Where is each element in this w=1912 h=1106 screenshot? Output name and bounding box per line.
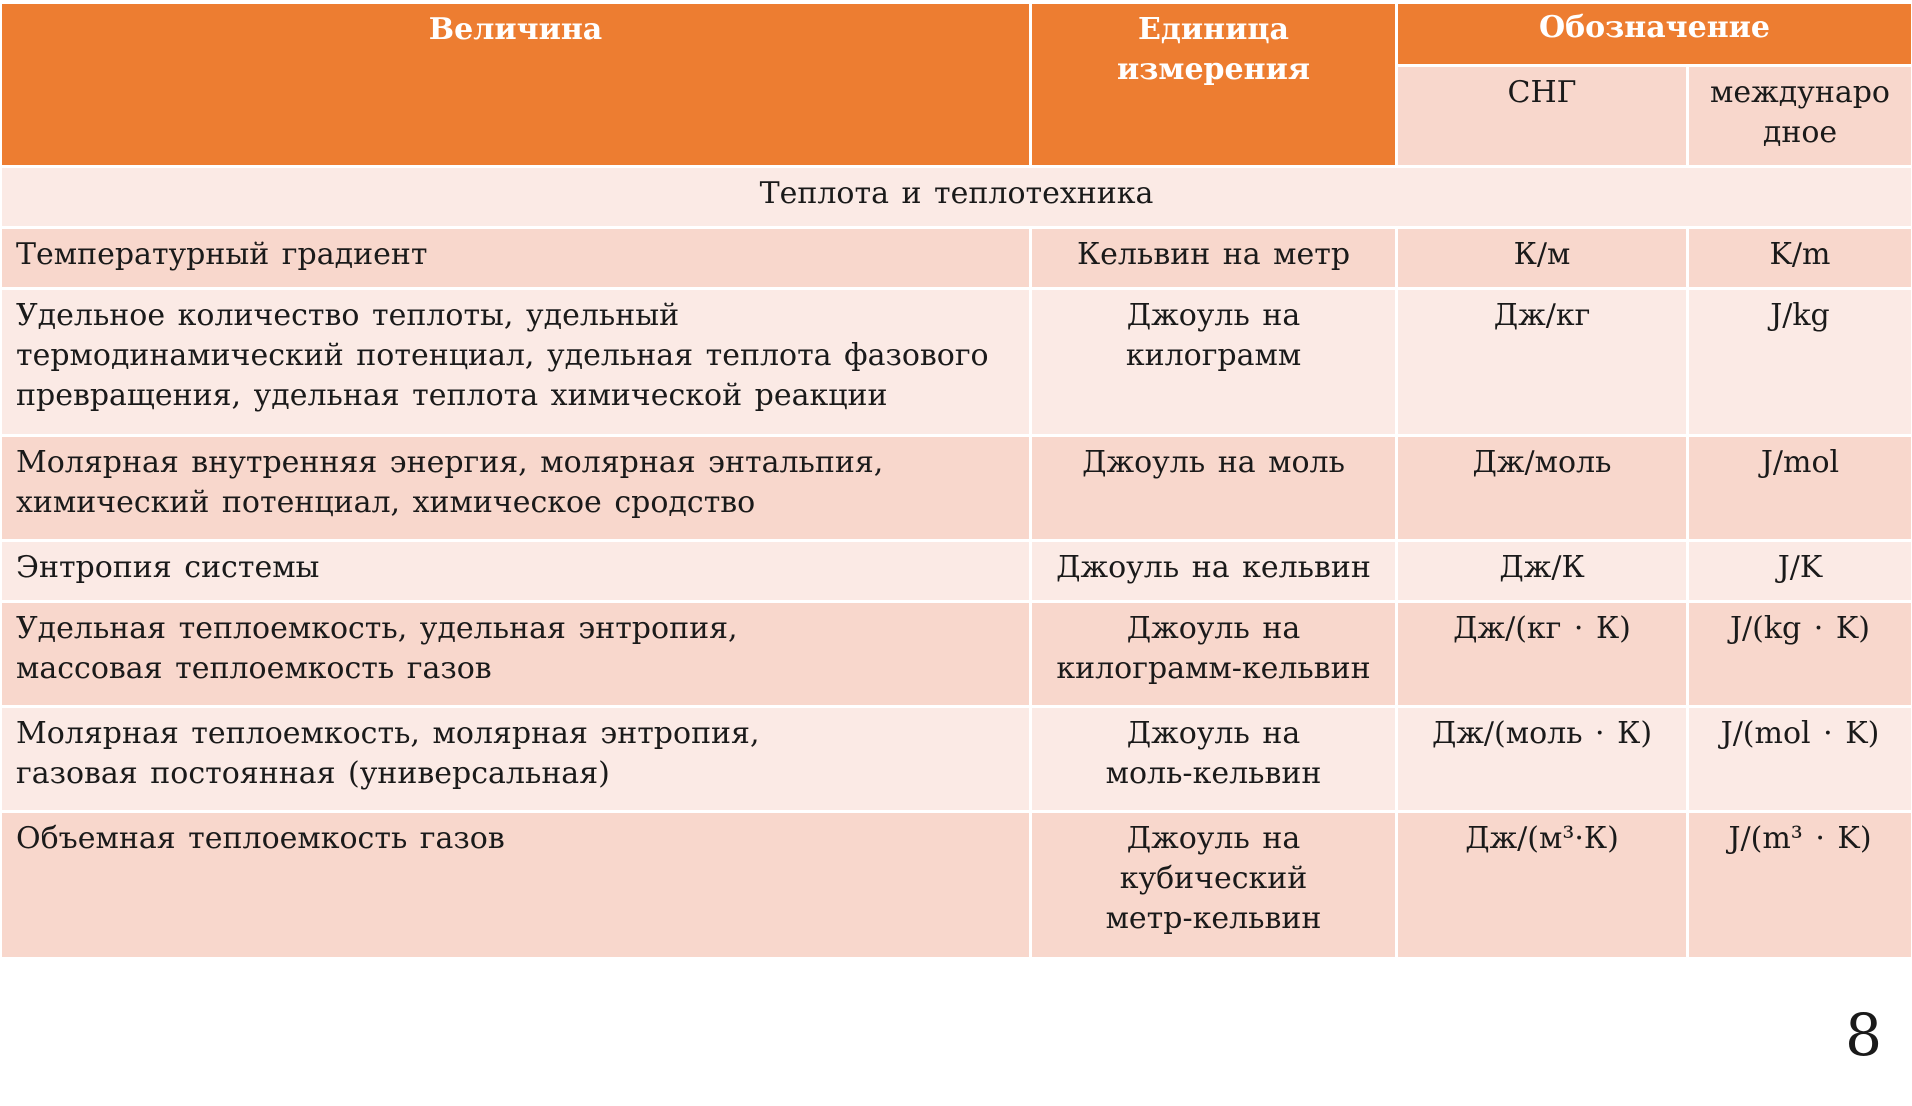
units-table <box>2 4 1911 960</box>
unit-cell: Джоуль на моль <box>1032 437 1398 542</box>
quantity-cell: Молярная теплоемкость, молярная энтропия, газовая постоянная (универсальная) <box>2 708 1032 813</box>
unit-cell: Джоуль на килограмм-кельвин <box>1032 603 1398 708</box>
table-row <box>2 542 1911 603</box>
cis-symbol-cell: Дж/(кг · К) <box>1398 603 1689 708</box>
table-row <box>2 229 1911 290</box>
intl-symbol-cell: J/(mol · K) <box>1689 708 1911 813</box>
intl-symbol-cell: J/kg <box>1689 290 1911 437</box>
unit-cell: Джоуль на кельвин <box>1032 542 1398 603</box>
intl-symbol-cell: J/K <box>1689 542 1911 603</box>
section-row <box>2 168 1911 229</box>
quantity-cell: Энтропия системы <box>2 542 1032 603</box>
header-cis: СНГ <box>1398 67 1689 168</box>
cis-symbol-cell: Дж/моль <box>1398 437 1689 542</box>
table-row <box>2 603 1911 708</box>
table-row <box>2 290 1911 437</box>
header-quantity: Величина <box>2 4 1032 168</box>
cis-symbol-cell: К/м <box>1398 229 1689 290</box>
quantity-cell: Объемная теплоемкость газов <box>2 813 1032 960</box>
unit-cell: Кельвин на метр <box>1032 229 1398 290</box>
unit-cell: Джоуль на килограмм <box>1032 290 1398 437</box>
table-header-row <box>2 4 1911 67</box>
quantity-cell: Температурный градиент <box>2 229 1032 290</box>
header-international: междунаро дное <box>1689 67 1911 168</box>
section-title: Теплота и теплотехника <box>2 168 1911 229</box>
intl-symbol-cell: J/(kg · K) <box>1689 603 1911 708</box>
unit-cell: Джоуль на кубический метр-кельвин <box>1032 813 1398 960</box>
unit-cell: Джоуль на моль-кельвин <box>1032 708 1398 813</box>
table-row <box>2 813 1911 960</box>
quantity-cell: Удельное количество теплоты, удельный термодинамический потенциал, удельная теплота фазового превращения, удельная теплота химической реакции <box>2 290 1032 437</box>
page-number: 8 <box>1845 1001 1882 1069</box>
cis-symbol-cell: Дж/(моль · К) <box>1398 708 1689 813</box>
header-unit-of-measure: Единица измерения <box>1032 4 1398 168</box>
cis-symbol-cell: Дж/К <box>1398 542 1689 603</box>
quantity-cell: Молярная внутренняя энергия, молярная энтальпия, химический потенциал, химическое сродство <box>2 437 1032 542</box>
cis-symbol-cell: Дж/(м³·К) <box>1398 813 1689 960</box>
intl-symbol-cell: J/(m³ · K) <box>1689 813 1911 960</box>
table-row <box>2 708 1911 813</box>
header-designation: Обозначение <box>1398 4 1911 67</box>
intl-symbol-cell: J/mol <box>1689 437 1911 542</box>
quantity-cell: Удельная теплоемкость, удельная энтропия, массовая теплоемкость газов <box>2 603 1032 708</box>
cis-symbol-cell: Дж/кг <box>1398 290 1689 437</box>
intl-symbol-cell: K/m <box>1689 229 1911 290</box>
table-row <box>2 437 1911 542</box>
